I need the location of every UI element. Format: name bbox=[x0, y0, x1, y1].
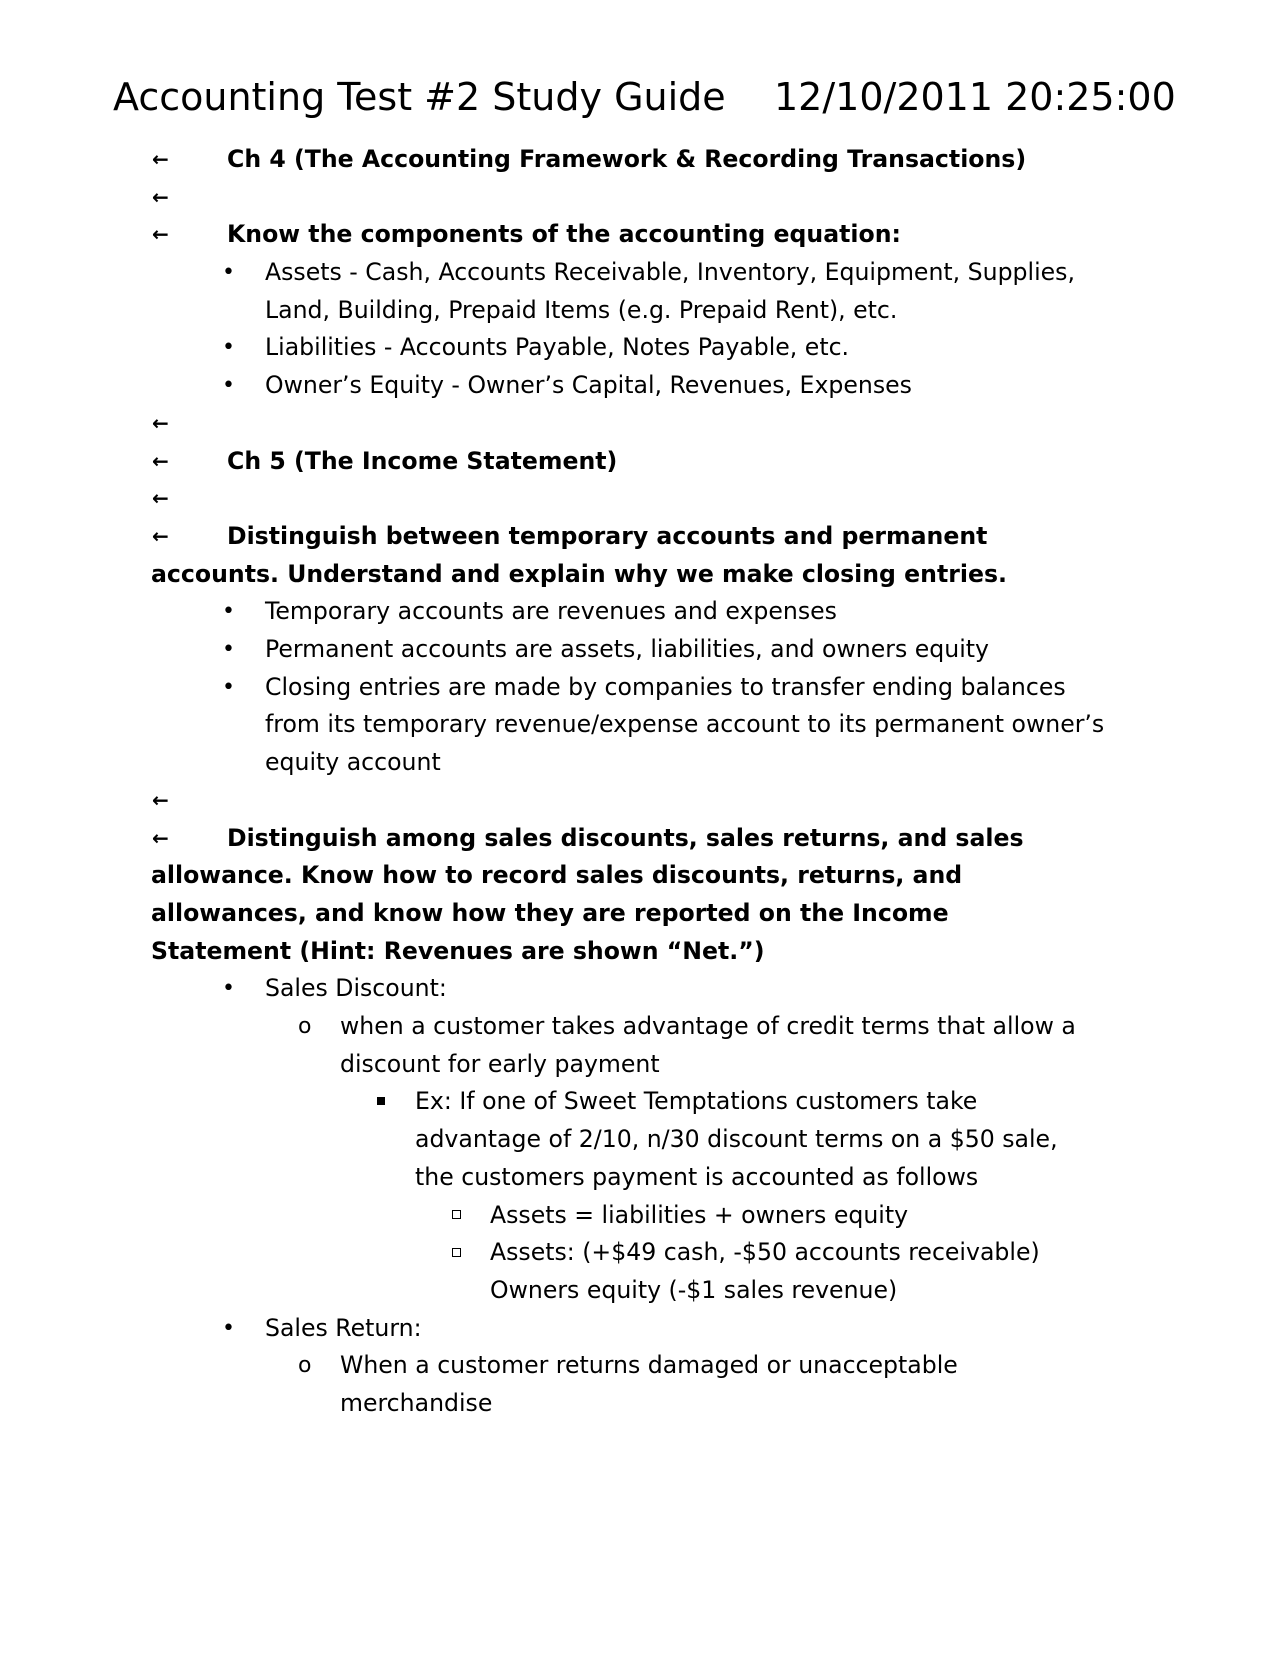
bullet-icon: • bbox=[222, 599, 235, 625]
empty-line bbox=[0, 480, 1280, 518]
bullet-icon: • bbox=[222, 335, 235, 361]
list-item: • Liabilities - Accounts Payable, Notes Payable, etc. bbox=[0, 329, 1135, 367]
ch5-heading: ← Ch 5 (The Income Statement) bbox=[0, 443, 1280, 481]
ch4-prompt: ← Know the components of the accounting equation: bbox=[0, 216, 1280, 254]
return-arrow-icon: ← bbox=[152, 448, 169, 473]
bullet-icon: • bbox=[222, 674, 235, 700]
document-body bbox=[0, 141, 1280, 1423]
title-timestamp: 12/10/2011 20:25:00 bbox=[774, 75, 1176, 119]
document-title bbox=[113, 72, 1176, 122]
return-arrow-icon: ← bbox=[152, 523, 169, 548]
bullet-icon: • bbox=[222, 260, 235, 286]
list-item: o when a customer takes advantage of credit terms that allow a discount for early payment bbox=[0, 1008, 1130, 1083]
return-arrow-icon: ← bbox=[152, 222, 169, 247]
return-arrow-icon: ← bbox=[152, 486, 169, 511]
bullet-icon: • bbox=[222, 1315, 235, 1341]
return-arrow-icon: ← bbox=[152, 184, 169, 209]
title-text: Accounting Test #2 Study Guide bbox=[113, 75, 726, 119]
ch4-heading: ← Ch 4 (The Accounting Framework & Recording Transactions) bbox=[0, 141, 1280, 179]
return-arrow-icon: ← bbox=[152, 787, 169, 812]
return-arrow-icon: ← bbox=[152, 147, 169, 171]
list-item: • Closing entries are made by companies to transfer ending balances from its temporary revenue/expense account to its permanent owner’s equity account bbox=[0, 669, 1105, 782]
circle-bullet-icon: o bbox=[298, 1014, 312, 1040]
bullet-icon: • bbox=[222, 976, 235, 1002]
list-item: o When a customer returns damaged or unacceptable merchandise bbox=[0, 1347, 1020, 1422]
list-item: • Temporary accounts are revenues and expenses bbox=[0, 593, 1135, 631]
bullet-icon: • bbox=[222, 373, 235, 399]
list-item-sales-return: • Sales Return: bbox=[0, 1310, 1135, 1348]
list-item: • Permanent accounts are assets, liabilities, and owners equity bbox=[0, 631, 1135, 669]
return-arrow-icon: ← bbox=[152, 410, 169, 435]
list-item: • Assets - Cash, Accounts Receivable, Inventory, Equipment, Supplies, Land, Building, Prepaid Items (e.g. Prepaid Rent), etc. bbox=[0, 254, 1135, 329]
list-item: • Owner’s Equity - Owner’s Capital, Revenues, Expenses bbox=[0, 367, 1135, 405]
hollow-square-bullet-icon bbox=[452, 1197, 461, 1235]
filled-square-bullet-icon bbox=[377, 1083, 385, 1121]
circle-bullet-icon: o bbox=[298, 1353, 312, 1379]
return-arrow-icon: ← bbox=[152, 825, 169, 850]
empty-line bbox=[0, 405, 1280, 443]
empty-line bbox=[0, 179, 1280, 217]
empty-line bbox=[0, 782, 1280, 820]
hollow-square-bullet-icon bbox=[452, 1234, 461, 1272]
ch5-prompt-sales-discounts: ← Distinguish among sales discounts, sales returns, and sales allowance. Know how to record sales discounts, returns, and allowances, and know how they are reported on the Income Statement (Hint: Revenues are shown “Net.”) bbox=[0, 820, 1071, 971]
ch5-prompt-temporary-permanent: ← Distinguish between temporary accounts and permanent accounts. Understand and explain why we make closing entries. bbox=[0, 518, 1091, 593]
list-item-sales-discount: • Sales Discount: bbox=[0, 970, 1135, 1008]
bullet-icon: • bbox=[222, 637, 235, 663]
list-item: Assets = liabilities + owners equity bbox=[0, 1197, 1110, 1235]
list-item: Ex: If one of Sweet Temptations customers take advantage of 2/10, n/30 discount terms on a $50 sale, the customers payment is accounted as follows bbox=[0, 1083, 1095, 1196]
list-item: Assets: (+$49 cash, -$50 accounts receivable) Owners equity (-$1 sales revenue) bbox=[0, 1234, 1080, 1309]
